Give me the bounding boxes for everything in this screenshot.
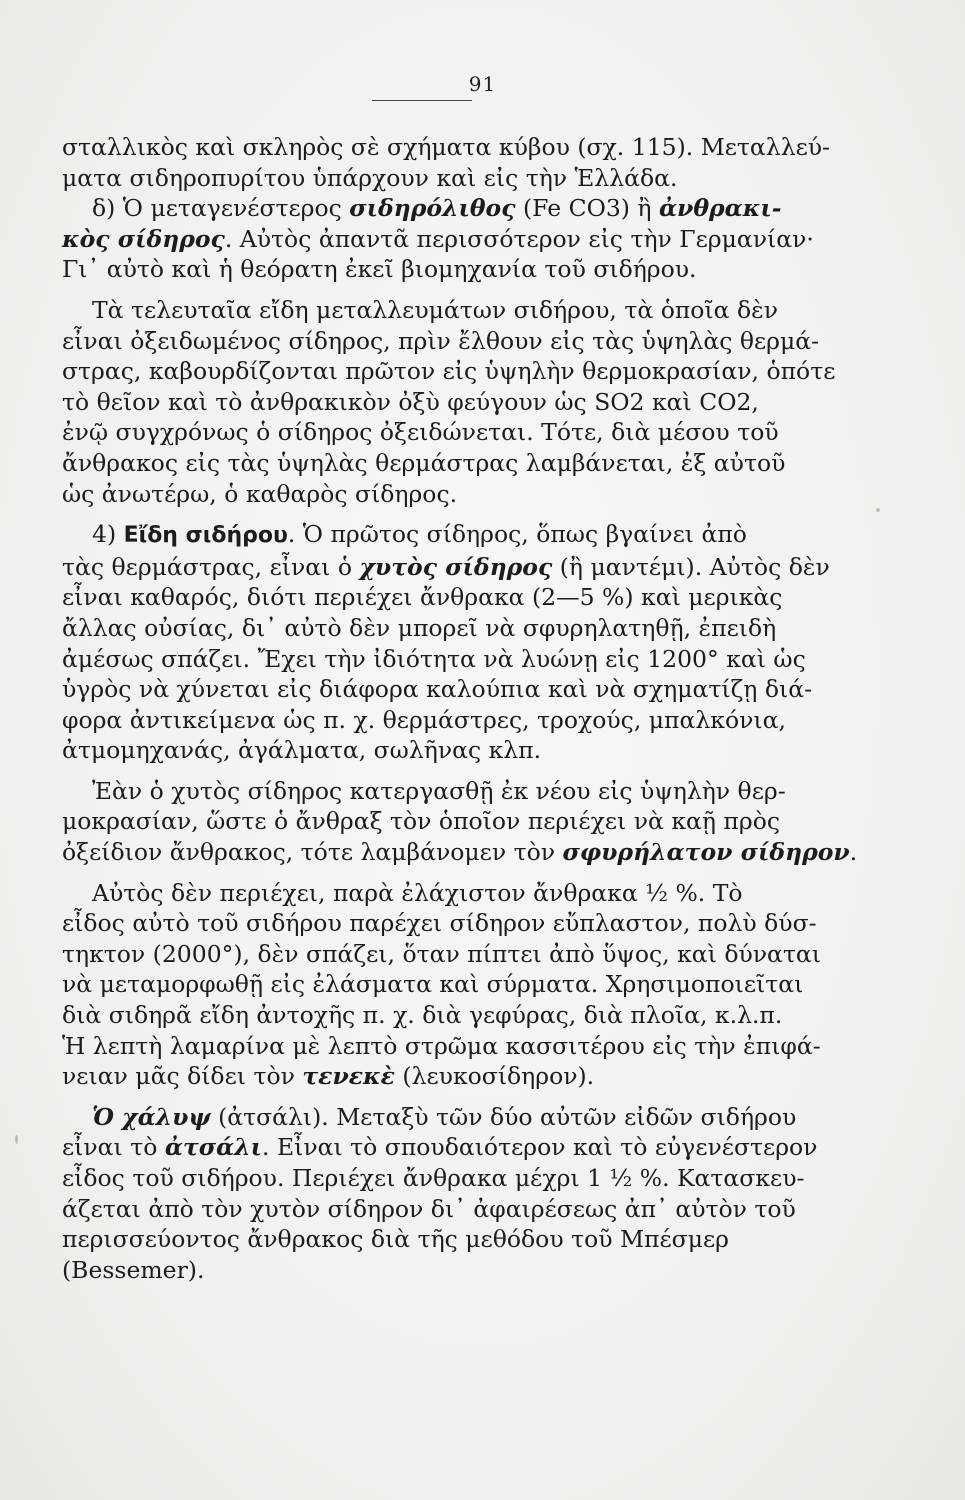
text-run: εἶναι καθαρός, διότι περιέχει ἄνθρακα (2—5 %) καὶ μερικὰς bbox=[62, 583, 783, 612]
text-run: . bbox=[849, 838, 858, 867]
text-run: τηκτον (2000°), δὲν σπάζει, ὅταν πίπτει ἀπὸ ὕψος, καὶ δύναται bbox=[62, 939, 821, 968]
text-run: δ) Ὁ μεταγενέστερος bbox=[92, 194, 350, 223]
emphasized-term: σιδηρόλιθος bbox=[349, 194, 516, 223]
text-run: (ἀτσάλι). Μεταξὺ τῶν δύο αὐτῶν εἰδῶν σιδήρου bbox=[210, 1102, 797, 1131]
text-line bbox=[62, 132, 830, 163]
paragraph-gap bbox=[62, 1092, 792, 1102]
text-line bbox=[62, 644, 806, 675]
ink-speck bbox=[15, 1135, 18, 1144]
text-run: εἶναι ὀξειδωμένος σίδηρος, πρὶν ἔλθουν εἰς τὰς ὑψηλὰς θερμά- bbox=[62, 326, 820, 355]
emphasized-term: τενεκὲ bbox=[302, 1062, 395, 1091]
text-run: περισσεύοντος ἄνθρακος διὰ τῆς μεθόδου τοῦ Μπέσμερ bbox=[62, 1225, 729, 1254]
text-line bbox=[62, 1061, 792, 1092]
text-line bbox=[62, 776, 792, 807]
ink-speck bbox=[876, 508, 880, 512]
text-run: ἄνθρακος εἰς τὰς ὑψηλὰς θερμάστρας λαμβάνεται, ἐξ αὐτοῦ bbox=[62, 448, 786, 477]
page-number-rule bbox=[372, 100, 472, 101]
text-run: διὰ σιδηρᾶ εἴδη ἀντοχῆς π. χ. διὰ γεφύρας, διὰ πλοῖα, κ.λ.π. bbox=[62, 1001, 783, 1030]
text-run: Γι᾽ αὐτὸ καὶ ἡ θεόρατη ἐκεῖ βιομηχανία τοῦ σιδήρου. bbox=[62, 255, 697, 284]
text-line bbox=[62, 193, 792, 224]
text-line bbox=[62, 1224, 792, 1255]
section-heading: Εἴδη σιδήρου bbox=[123, 523, 288, 549]
text-line bbox=[62, 1102, 797, 1133]
text-line bbox=[62, 908, 817, 939]
text-line bbox=[62, 479, 792, 510]
text-run: ἀμέσως σπάζει. Ἔχει τὴν ἰδιότητα νὰ λυώνῃ εἰς 1200° καὶ ὡς bbox=[62, 644, 806, 673]
text-line bbox=[62, 705, 792, 736]
text-line bbox=[62, 674, 813, 705]
body-text bbox=[62, 132, 858, 1285]
text-run: νειαν μᾶς δίδει τὸν bbox=[62, 1062, 303, 1091]
text-run: Ἐὰν ὁ χυτὸς σίδηρος κατεργασθῇ ἐκ νέου εἰς ὑψηλὴν θερ- bbox=[92, 776, 786, 805]
text-run: ἀτμομηχανάς, ἀγάλματα, σωλῆνας κλπ. bbox=[62, 736, 542, 765]
text-line bbox=[62, 1255, 792, 1286]
emphasized-term: κὸς σίδηρος bbox=[62, 224, 225, 253]
paragraph-gap bbox=[62, 509, 792, 519]
text-line bbox=[62, 224, 814, 255]
text-run: σταλλικὸς καὶ σκληρὸς σὲ σχήματα κύβου (σχ. 115). Μεταλλεύ- bbox=[62, 133, 830, 161]
text-line bbox=[62, 1194, 796, 1225]
text-run: 4) bbox=[92, 520, 124, 549]
text-run: νὰ μεταμορφωθῇ εἰς ἐλάσματα καὶ σύρματα. Χρησιμοποιεῖται bbox=[62, 970, 804, 999]
text-run: Ἡ λεπτὴ λαμαρίνα μὲ λεπτὸ στρῶμα κασσιτέρου εἰς τὴν ἐπιφά- bbox=[62, 1031, 821, 1060]
text-run: (λευκοσίδηρον). bbox=[394, 1062, 595, 1091]
text-line bbox=[62, 326, 820, 357]
text-line bbox=[62, 163, 792, 194]
paragraph-gap bbox=[62, 285, 792, 295]
text-line bbox=[62, 939, 821, 970]
text-run: ὡς ἀνωτέρω, ὁ καθαρὸς σίδηρος. bbox=[62, 479, 458, 508]
text-line bbox=[62, 552, 830, 583]
text-line bbox=[62, 417, 792, 448]
emphasized-term: χυτὸς σίδηρος bbox=[359, 552, 553, 581]
text-line bbox=[62, 1163, 805, 1194]
text-line bbox=[62, 387, 792, 418]
text-run: μοκρασίαν, ὥστε ὁ ἄνθραξ τὸν ὁποῖον περιέχει νὰ καῇ πρὸς bbox=[62, 807, 781, 836]
text-run: εἶδος τοῦ σιδήρου. Περιέχει ἄνθρακα μέχρι 1 ½ %. Κατασκευ- bbox=[62, 1164, 805, 1192]
text-line bbox=[62, 356, 836, 387]
emphasized-term: σφυρήλατον σίδηρον bbox=[562, 838, 850, 867]
text-run: τὸ θεῖον καὶ τὸ ἀνθρακικὸν ὀξὺ φεύγουν ὡς SO2 καὶ CO2, bbox=[62, 387, 759, 416]
text-line bbox=[62, 1031, 821, 1062]
text-line bbox=[62, 837, 858, 868]
text-line bbox=[62, 1000, 792, 1031]
text-line bbox=[62, 254, 792, 285]
text-run: εἶναι τὸ bbox=[62, 1133, 165, 1162]
text-run: ὀξείδιον ἄνθρακος, τότε λαμβάνομεν τὸν bbox=[62, 838, 563, 867]
text-run: άζεται ἀπὸ τὸν χυτὸν σίδηρον δι᾽ ἀφαιρέσεως ἀπ᾽ αὐτὸν τοῦ bbox=[62, 1194, 796, 1223]
text-line bbox=[62, 582, 792, 613]
text-run: . Ὁ πρῶτος σίδηρος, ὅπως βγαίνει ἀπὸ bbox=[287, 520, 747, 549]
emphasized-term: ἀνθρακι- bbox=[658, 194, 782, 223]
text-run: φορα ἀντικείμενα ὡς π. χ. θερμάστρες, τροχούς, μπαλκόνια, bbox=[62, 705, 786, 734]
text-line bbox=[62, 295, 792, 326]
text-run: στρας, καβουρδίζονται πρῶτον εἰς ὑψηλὴν θερμοκρασίαν, ὁπότε bbox=[62, 357, 836, 386]
text-line bbox=[62, 735, 792, 766]
text-line bbox=[62, 969, 804, 1000]
text-run: . Εἶναι τὸ σπουδαιότερον καὶ τὸ εὐγενέστερον bbox=[262, 1133, 818, 1162]
text-run: ὑγρὸς νὰ χύνεται εἰς διάφορα καλούπια καὶ νὰ σχηματίζῃ διά- bbox=[62, 675, 813, 704]
emphasized-term: Ὁ χάλυψ bbox=[92, 1102, 211, 1131]
text-line bbox=[62, 519, 792, 552]
text-run: εἶδος αὐτὸ τοῦ σιδήρου παρέχει σίδηρον εὔπλαστον, πολὺ δύσ- bbox=[62, 909, 817, 938]
text-line bbox=[62, 448, 792, 479]
text-run: ἄλλας οὐσίας, δι᾽ αὐτὸ δὲν μπορεῖ νὰ σφυρηλατηθῇ, ἐπειδὴ bbox=[62, 613, 777, 642]
emphasized-term: ἀτσάλι bbox=[164, 1133, 263, 1162]
text-run: Αὐτὸς δὲν περιέχει, παρὰ ἐλάχιστον ἄνθρακα ½ %. Τὸ bbox=[92, 878, 743, 907]
text-run: (ἢ μαντέμι). Αὐτὸς δὲν bbox=[552, 552, 830, 581]
text-run: τὰς θερμάστρας, εἶναι ὁ bbox=[62, 552, 360, 581]
paragraph-gap bbox=[62, 766, 792, 776]
text-run: ἐνῷ συγχρόνως ὁ σίδηρος ὀξειδώνεται. Τότε, διὰ μέσου τοῦ bbox=[62, 418, 779, 447]
text-line bbox=[62, 1132, 818, 1163]
text-line bbox=[62, 878, 792, 909]
text-run: (Bessemer). bbox=[62, 1255, 205, 1284]
text-run: Τὰ τελευταῖα εἴδη μεταλλευμάτων σιδήρου, τὰ ὁποῖα δὲν bbox=[92, 295, 779, 324]
text-run: . Αὐτὸς ἀπαντᾶ περισσότερον εἰς τὴν Γερμανίαν· bbox=[224, 224, 814, 253]
text-line bbox=[62, 806, 792, 837]
text-line bbox=[62, 613, 792, 644]
page-number: 91 bbox=[468, 72, 497, 96]
text-run: ματα σιδηροπυρίτου ὑπάρχουν καὶ εἰς τὴν Ἑλλάδα. bbox=[62, 163, 678, 192]
text-run: (Fe CO3) ἢ bbox=[515, 194, 659, 223]
paragraph-gap bbox=[62, 868, 792, 878]
